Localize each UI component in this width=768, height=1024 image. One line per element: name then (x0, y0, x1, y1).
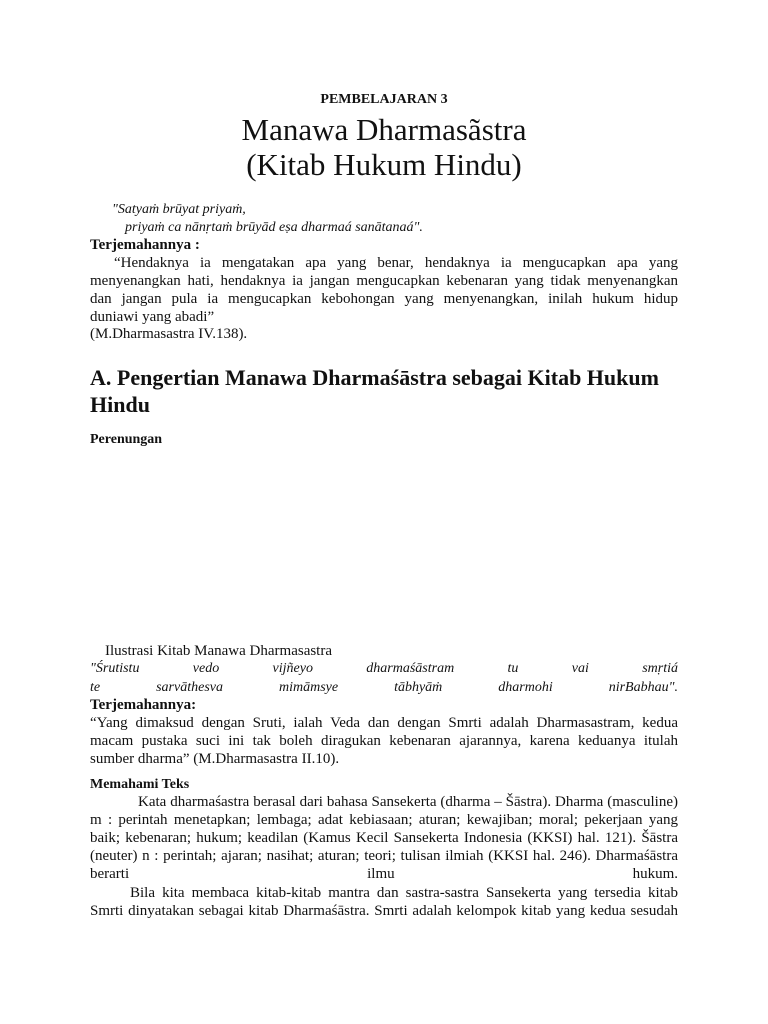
section-heading: Hindu (90, 392, 150, 417)
reflection-label: Perenungan (90, 432, 163, 447)
verse-line: "Satyaṁ brūyat priyaṁ, (112, 202, 246, 217)
translation-line: “Yang dimaksud dengan Sruti, ialah Veda dan dengan Smrti adalah Dharmasastram, kedua (90, 715, 678, 731)
translation-line: “Hendaknya ia mengatakan apa yang benar, hendaknya ia mengucapkan apa yang (114, 255, 678, 271)
page-subtitle: (Kitab Hukum Hindu) (246, 147, 522, 182)
translation-line: sumber dharma” (M.Dharmasastra II.10). (90, 751, 340, 767)
page-title: Manawa Dharmasãstra (241, 112, 527, 147)
translation-line: duniawi yang abadi” (90, 309, 215, 325)
verse-line: "Śrutistu vedo vijñeyo dharmaśāstram tu vai smṛtiá (90, 661, 678, 676)
body-line: Bila kita membaca kitab-kitab mantra dan sastra-sastra Sansekerta yang tersedia kitab (130, 885, 678, 901)
translation-line: dan jangan pula ia mengucapkan kebohongan yang menyenangkan, inilah hukum hidup (90, 291, 678, 307)
section-heading: A. Pengertian Manawa Dharmaśāstra sebagai Kitab Hukum (90, 365, 659, 390)
body-line: m : perintah menetapkan; lembaga; adat kebiasaan; aturan; kewajiban; moral; pekerjaan yang (90, 812, 678, 828)
body-line: (neuter) n : perintah; ajaran; nasihat; aturan; teori; tulisan ilmiah (KKSI hal. 246). Dharmaśāstra (90, 848, 678, 864)
translation-label: Terjemahannya : (90, 237, 200, 253)
translation-line: menyenangkan hati, hendaknya ia jangan mengucapkan kebenaran yang tidak menyenangkan (90, 273, 678, 289)
translation-label: Terjemahannya: (90, 697, 197, 713)
understanding-label: Memahami Teks (90, 777, 190, 792)
source-citation: (M.Dharmasastra IV.138). (90, 326, 248, 342)
lesson-label: PEMBELAJARAN 3 (320, 92, 448, 107)
illustration-caption: Ilustrasi Kitab Manawa Dharmasastra (105, 643, 333, 659)
body-line: baik; kebenaran; hukum; keadilan (Kamus Kecil Sansekerta Indonesia (KKSI) hal. 121). Šāstra (90, 830, 678, 846)
body-line: berarti ilmu hukum. (90, 866, 678, 882)
verse-line: te sarvāthesva mimāmsye tābhyāṁ dharmohi nirBabhau". (90, 680, 678, 695)
body-line: Smrti dinyatakan sebagai kitab Dharmaśāstra. Smrti adalah kelompok kitab yang kedua sesudah (90, 903, 678, 919)
verse-line: priyaṁ ca nānṛtaṁ brūyād eṣa dharmaá sanātanaá". (125, 220, 423, 235)
body-line: Kata dharmaśastra berasal dari bahasa Sansekerta (dharma – Šāstra). Dharma (masculine) (138, 794, 678, 810)
translation-line: macam pustaka suci ini tak boleh diragukan kebenaran ajarannya, karena keduanya itulah (90, 733, 678, 749)
